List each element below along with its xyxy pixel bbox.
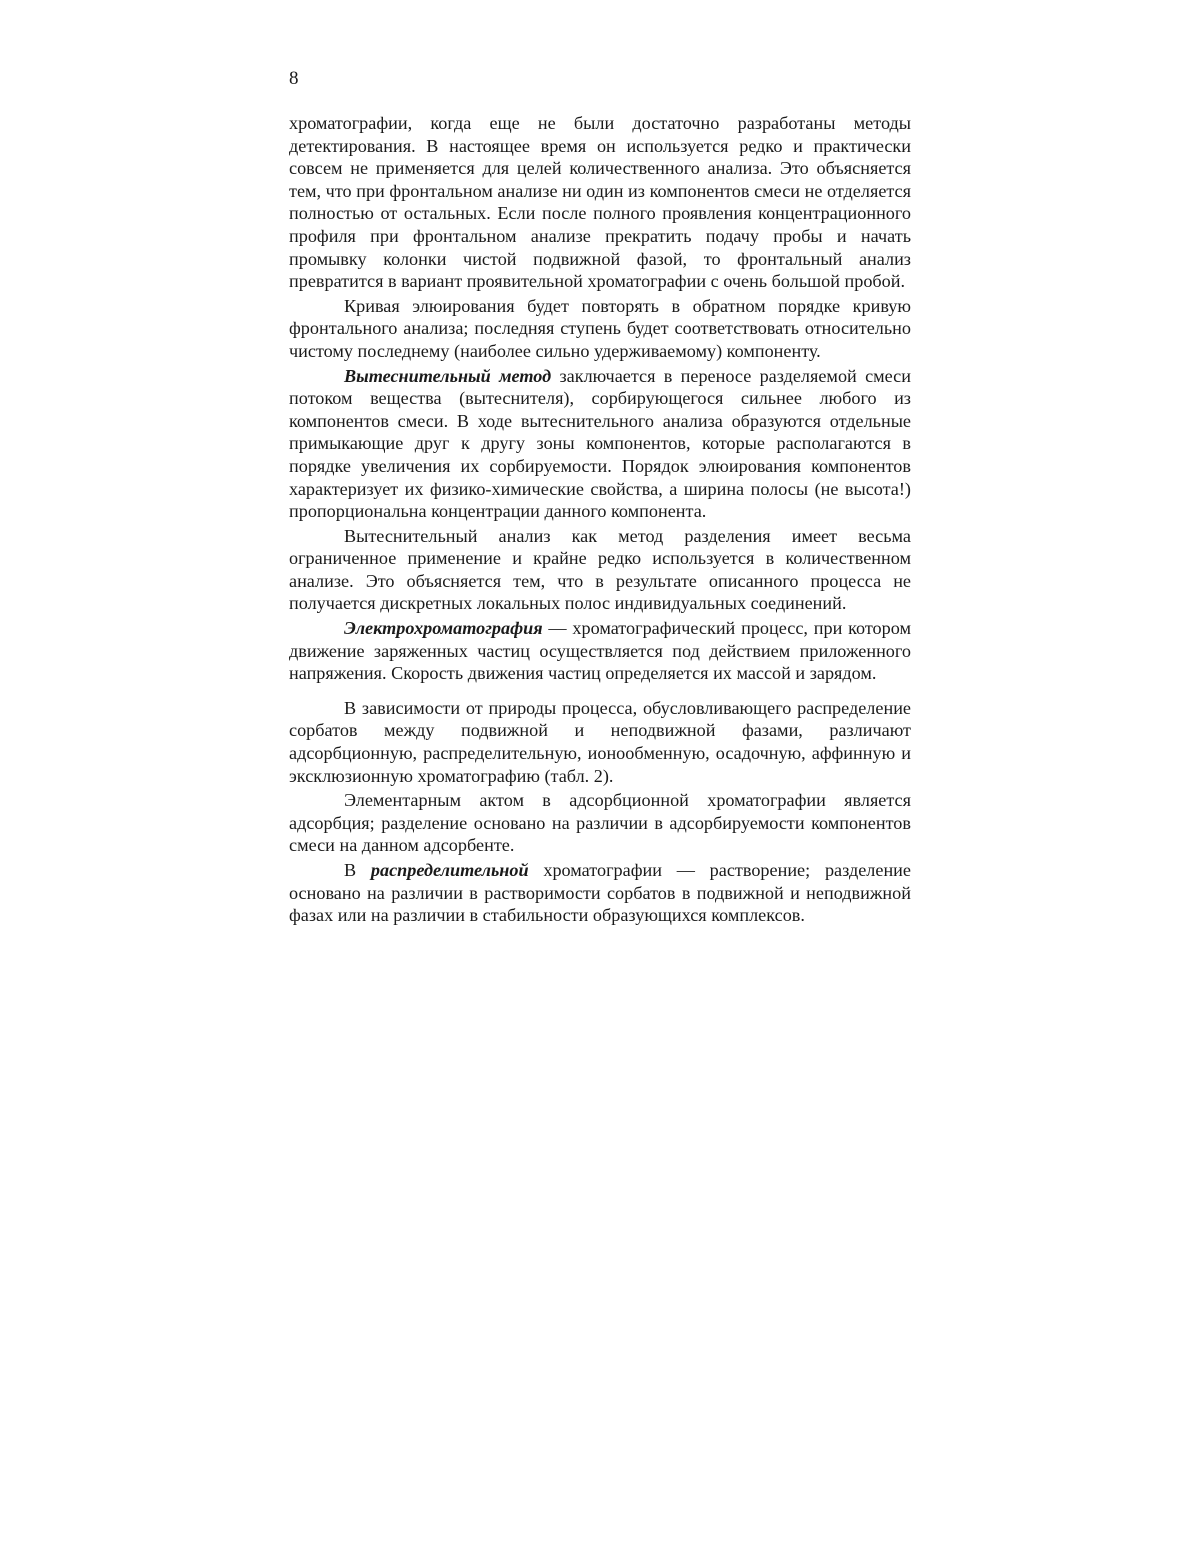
paragraph-displacement-method: [289, 365, 911, 523]
paragraph-partition-chromatography: [289, 859, 911, 927]
paragraph-displacement-analysis: Вытеснительный анализ как метод разделения имеет весьма ограниченное применение и крайне редко используется в количественном анализе. Это объясняется тем, что в результате описанного процесса не получается дискретных локальных полос индивидуальных соединений.: [289, 525, 911, 614]
paragraph-chromatography-types: В зависимости от природы процесса, обусловливающего распределение сорбатов между подвижной и неподвижной фазами, различают адсорбционную, распределительную, ионообменную, осадочную, аффинную и эксклюзионную хроматографию (табл. 2).: [289, 697, 911, 786]
paragraph-frontal-analysis-continuation: хроматографии, когда еще не были достаточно разработаны методы детектирования. В настоящее время он используется редко и практически совсем не применяется для целей количественного анализа. Это объясняется тем, что при фронтальном анализе ни один из компонентов смеси не отделяется полностью от остальных. Если после полного проявления концентрационного профиля при фронтальном анализе прекратить подачу пробы и начать промывку колонки чистой подвижной фазой, то фронтальный анализ превратится в вариант проявительной хроматографии с очень большой пробой.: [289, 113, 911, 292]
term-electrochromatography: Электрохроматография: [344, 618, 543, 639]
term-displacement-method: Вытеснительный метод: [344, 365, 552, 386]
paragraph-lead-text: В: [344, 860, 371, 880]
paragraph-adsorption-chromatography: Элементарным актом в адсорбционной хроматографии является адсорбция; разделение основано на различии в адсорбируемости компонентов смеси на данном адсорбенте.: [289, 790, 911, 856]
page-number: 8: [289, 68, 299, 89]
paragraph-body-text: — хроматографический процесс, при котором движение заряженных частиц осуществляется под действием приложенного напряжения. Скорость движения частиц определяется их массой и зарядом.: [289, 618, 911, 684]
paragraph-electrochromatography: [289, 617, 911, 685]
term-partition-chromatography: распределительной: [370, 860, 529, 880]
paragraph-body-text: хроматографии — растворение; разделение основано на различии в растворимости сорбатов в подвижной и неподвижной фазах или на различии в стабильности образующихся комплексов.: [289, 860, 911, 926]
paragraph-elution-curve: Кривая элюирования будет повторять в обратном порядке кривую фронтального анализа; последняя ступень будет соответствовать относительно чистому последнему (наиболее сильно удерживаемому) компоненту.: [289, 295, 911, 361]
body-text: [289, 112, 911, 927]
paragraph-body-text: заключается в переносе разделяемой смеси потоком вещества (вытеснителя), сорбирующегося сильнее любого из компонентов смеси. В ходе вытеснительного анализа образуются отдельные примыкающие друг к другу зоны компонентов, которые располагаются в порядке увеличения их сорбируемости. Порядок элюирования компонентов характеризует их физико-химические свойства, а ширина полосы (не высота!) пропорциональна концентрации данного компонента.: [289, 365, 911, 522]
